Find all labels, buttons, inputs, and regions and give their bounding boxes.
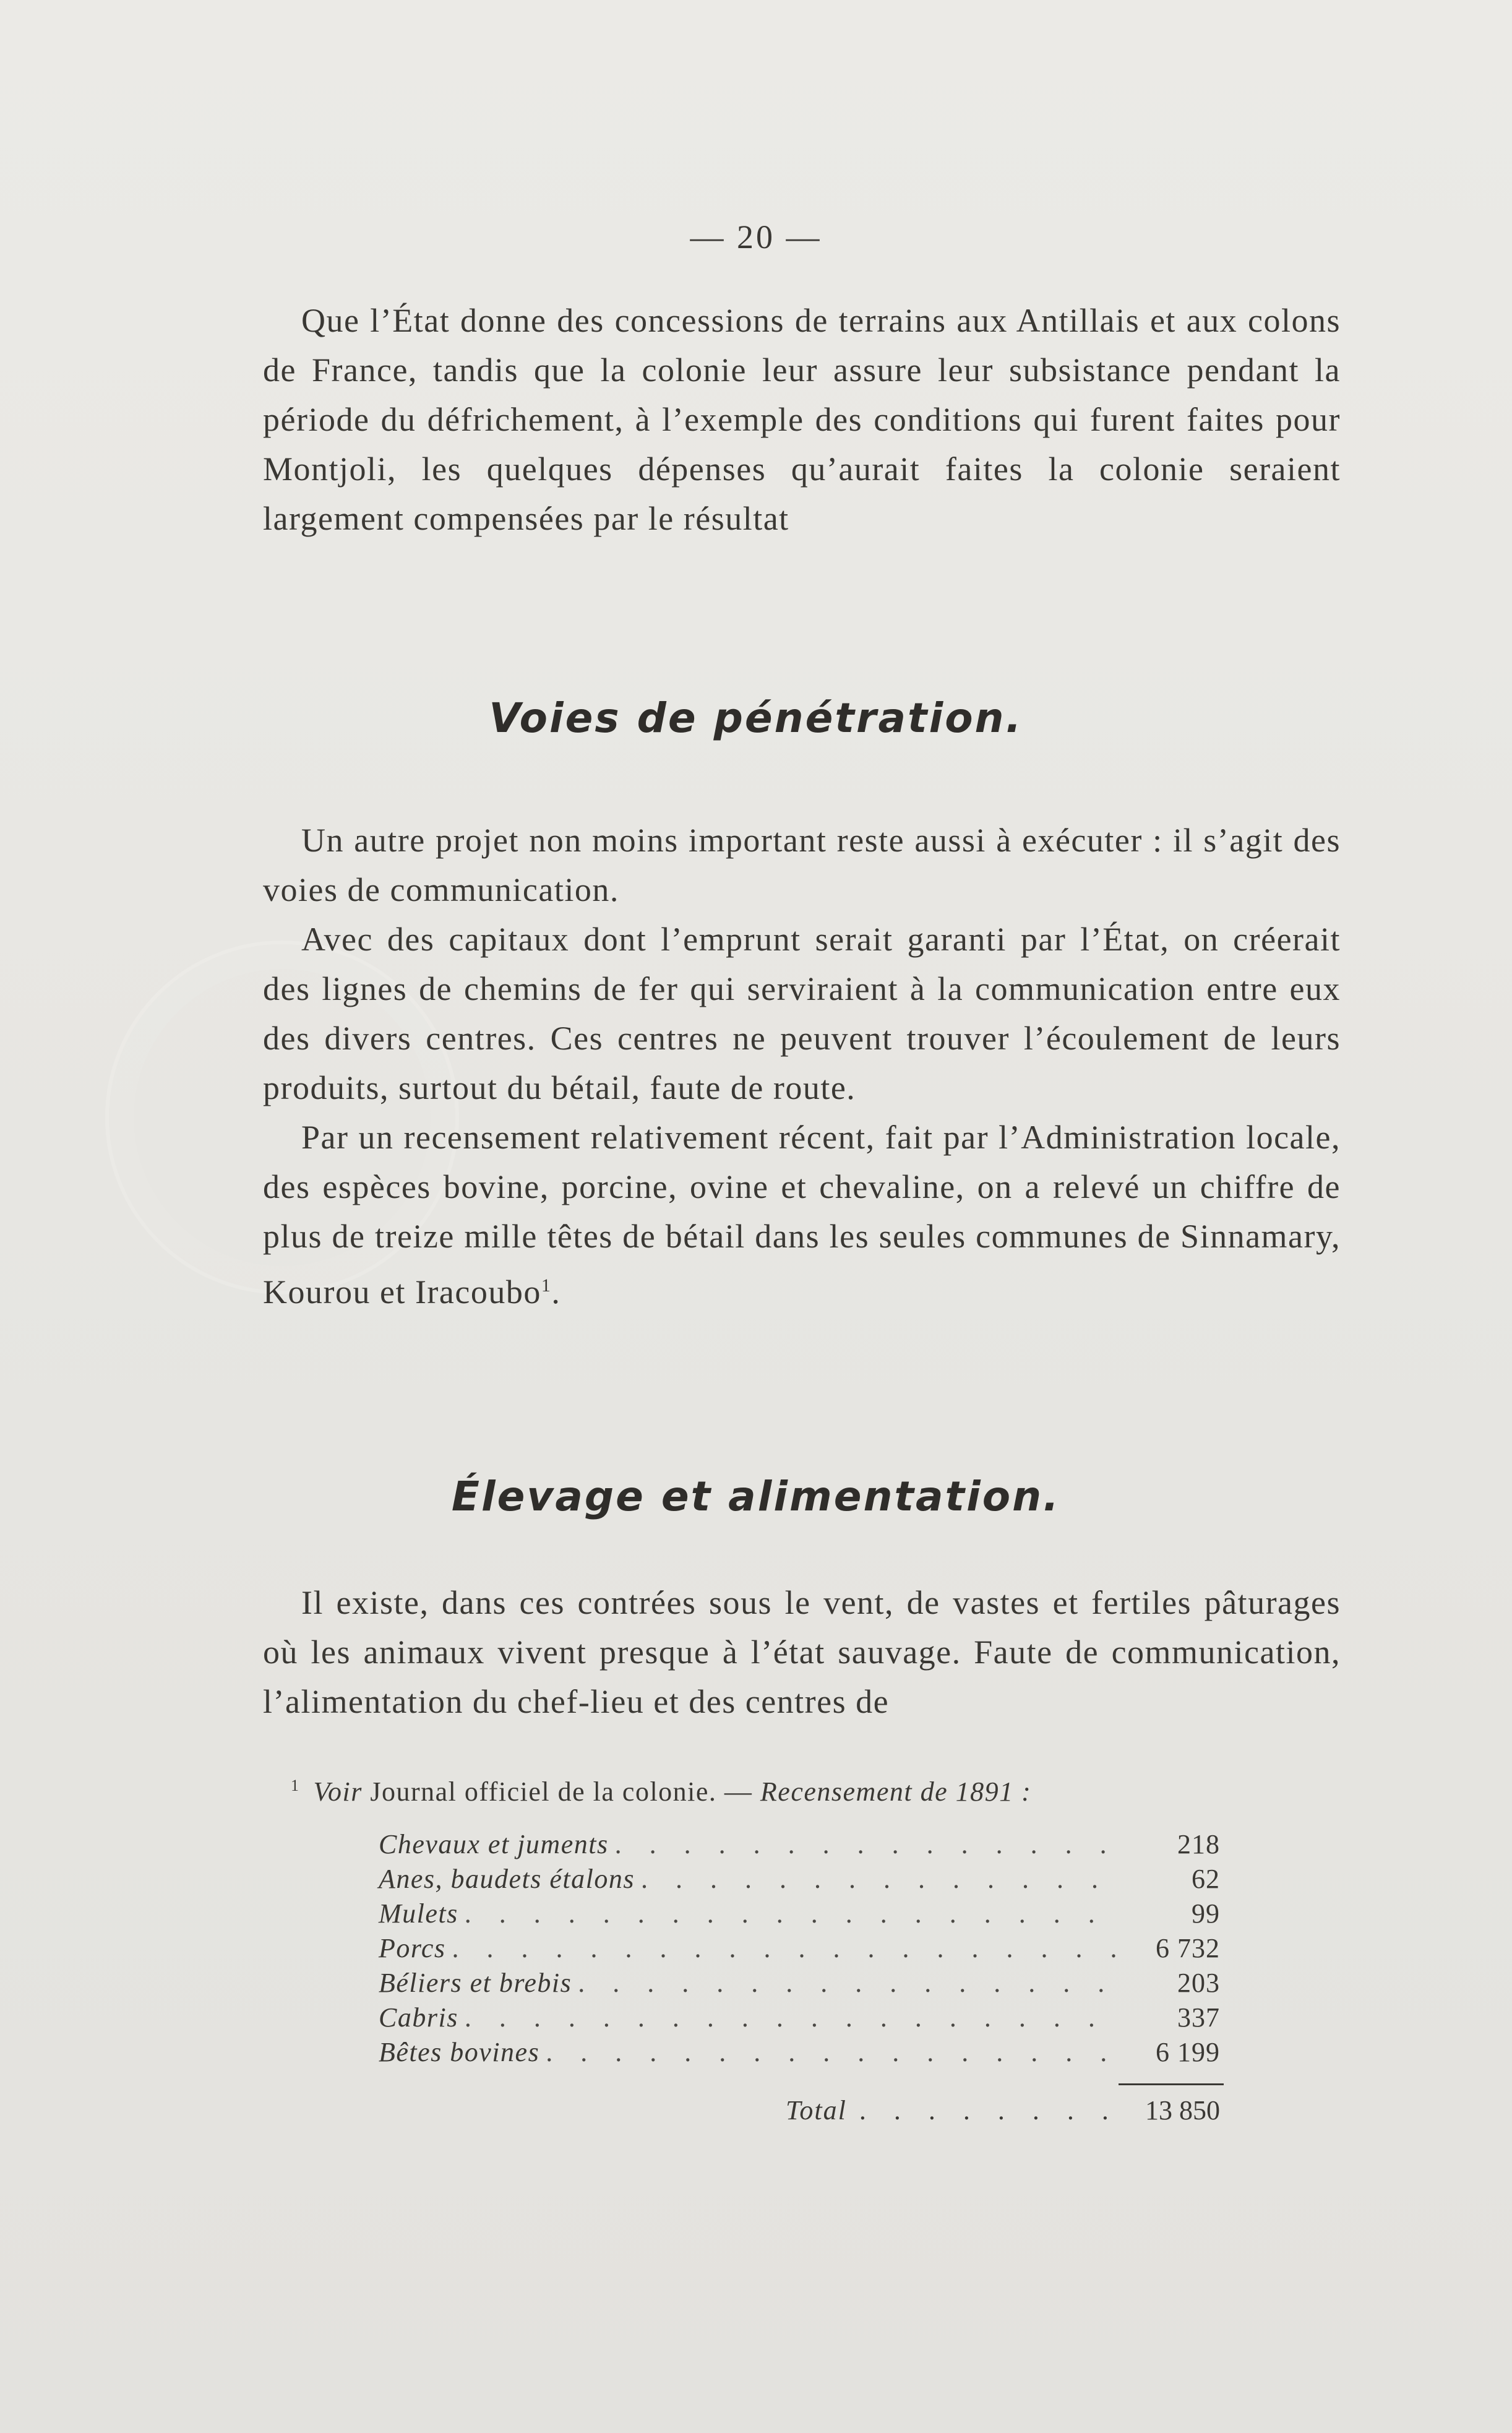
footnote-voir: Voir <box>313 1776 363 1807</box>
total-row <box>786 2095 1220 2126</box>
row-label: Béliers et brebis <box>379 1968 572 1998</box>
row-value: 6 199 <box>1156 2037 1220 2067</box>
row-value: 218 <box>1177 1829 1220 1859</box>
footnote-dash: — <box>724 1776 753 1807</box>
sentence-end: . <box>551 1273 561 1311</box>
page-number: — 20 — <box>690 218 822 256</box>
section2-body <box>263 1578 1341 1726</box>
census-table <box>379 1828 1220 2071</box>
section1-paragraph: Avec des capitaux dont l’emprunt serait garanti par l’État, on créerait des lignes de chemins de fer qui serviraient à la communication entre eux des divers centres. Ces centres ne peuvent trouver l’écoulement de leurs produits, surtout du bétail, faute de route. <box>263 921 1341 1106</box>
row-label: Porcs <box>379 1933 446 1963</box>
dot-leader <box>446 1932 1121 1964</box>
row-value: 203 <box>1177 1968 1220 1998</box>
row-label: Cabris <box>379 2002 458 2033</box>
footnote-recensement: Recensement de 1891 : <box>760 1776 1032 1807</box>
section-heading-voies: Voies de pénétration. <box>489 694 1023 742</box>
row-value: 337 <box>1177 2002 1220 2033</box>
section2-paragraph: Il existe, dans ces contrées sous le vent, de vastes et fertiles pâturages où les animaux vivent presque à l’état sauvage. Faute de communication, l’alimentation du chef-lieu et des centres de <box>263 1584 1341 1720</box>
dot-leader <box>635 1863 1121 1895</box>
footnote-reference[interactable]: 1 <box>541 1275 552 1296</box>
table-row <box>379 1932 1220 1967</box>
row-label: Chevaux et juments <box>379 1829 609 1859</box>
section-heading-elevage: Élevage et alimentation. <box>451 1473 1061 1520</box>
dot-leader <box>572 1967 1121 1999</box>
footnote <box>291 1776 1031 1807</box>
section1-paragraph: Un autre projet non moins important reste aussi à exécuter : il s’agit des voies de communication. <box>263 822 1341 908</box>
dot-leader <box>458 1898 1121 1929</box>
dot-leader <box>609 1828 1121 1860</box>
total-value: 13 850 <box>1145 2095 1220 2125</box>
row-value: 6 732 <box>1156 1933 1220 1963</box>
table-row <box>379 2002 1220 2036</box>
intro-paragraph: Que l’État donne des concessions de terrains aux Antillais et aux colons de France, tandis que la colonie leur assure leur subsistance pendant la période du défrichement, à l’exemple des conditions qui furent faites pour Montjoli, les quelques dépenses qu’aurait faites la colonie seraient largement compensées par le résultat <box>263 302 1341 537</box>
section1-body <box>263 816 1341 1317</box>
table-row <box>379 2036 1220 2071</box>
table-row <box>379 1898 1220 1932</box>
row-label: Bêtes bovines <box>379 2037 540 2067</box>
table-row <box>379 1967 1220 2002</box>
total-label: Total <box>786 2095 847 2125</box>
dot-leader <box>847 2095 1121 2126</box>
dot-leader <box>458 2002 1121 2033</box>
dot-leader <box>539 2036 1121 2068</box>
footnote-mark: 1 <box>291 1776 300 1795</box>
row-value: 99 <box>1192 1898 1220 1929</box>
census-sentence: Par un recensement relativement récent, fait par l’Administration locale, des espèces bovine, porcine, ovine et chevaline, on a relevé un chiffre de plus de treize mille têtes de bétail dans les seules communes de Sinnamary, Kourou et Iracoubo <box>263 1119 1341 1311</box>
table-row <box>379 1863 1220 1898</box>
row-value: 62 <box>1192 1864 1220 1894</box>
intro-paragraph-block <box>263 296 1341 543</box>
total-rule <box>1119 2083 1224 2085</box>
row-label: Anes, baudets étalons <box>379 1864 635 1894</box>
table-row <box>379 1828 1220 1863</box>
section1-paragraph-census <box>263 1113 1341 1317</box>
row-label: Mulets <box>379 1898 458 1929</box>
footnote-journal: Journal officiel de la colonie. <box>370 1776 717 1807</box>
